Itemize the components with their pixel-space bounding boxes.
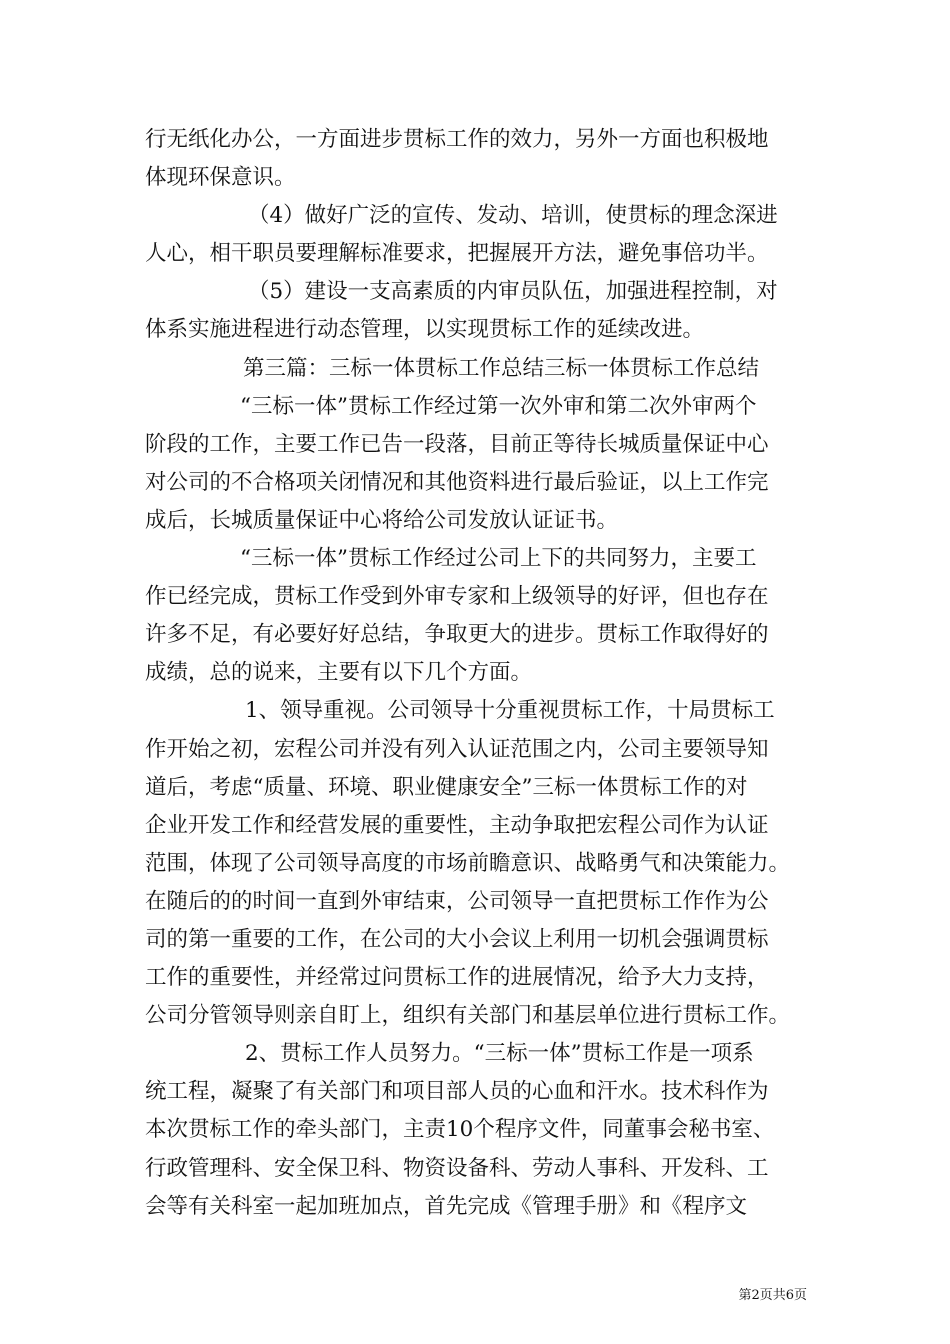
text-line: 作开始之初，宏程公司并没有列入认证范围之内，公司主要领导知 bbox=[145, 736, 769, 762]
text-line: 2、贯标工作人员努力。“三标一体”贯标工作是一项系 bbox=[245, 1041, 754, 1067]
text-line: 工作的重要性，并经常过问贯标工作的进展情况，给予大力支持， bbox=[145, 965, 769, 991]
text-line: 阶段的工作，主要工作已告一段落，目前正等待长城质量保证中心 bbox=[145, 431, 769, 457]
text-line: 道后，考虑“质量、环境、职业健康安全”三标一体贯标工作的对 bbox=[145, 774, 748, 800]
text-line: 本次贯标工作的牵头部门，主责10个程序文件，同董事会秘书室、 bbox=[145, 1117, 775, 1143]
text-line: （4）做好广泛的宣传、发动、培训，使贯标的理念深进 bbox=[248, 203, 778, 229]
document-body bbox=[145, 121, 807, 1226]
text-line: 人心，相干职员要理解标准要求，把握展开方法，避免事倍功半。 bbox=[145, 241, 769, 267]
text-line: 行无纸化办公，一方面进步贯标工作的效力，另外一方面也积极地 bbox=[145, 127, 769, 152]
text-line: 对公司的不合格项关闭情况和其他资料进行最后验证，以上工作完 bbox=[145, 469, 769, 495]
text-line: 作已经完成，贯标工作受到外审专家和上级领导的好评，但也存在 bbox=[145, 584, 769, 610]
text-line: （5）建设一支高素质的内审员队伍，加强进程控制，对 bbox=[248, 279, 778, 305]
section-title: 第三篇：三标一体贯标工作总结三标一体贯标工作总结 bbox=[243, 355, 760, 381]
text-line: 成后，长城质量保证中心将给公司发放认证证书。 bbox=[145, 507, 619, 533]
text-line: 1、领导重视。公司领导十分重视贯标工作，十局贯标工 bbox=[245, 698, 775, 724]
text-line: 体系实施进程进行动态管理，以实现贯标工作的延续改进。 bbox=[145, 317, 705, 343]
text-line: 许多不足，有必要好好总结，争取更大的进步。贯标工作取得好的 bbox=[145, 622, 769, 648]
text-line: 司的第一重要的工作，在公司的大小会议上利用一切机会强调贯标 bbox=[145, 926, 769, 952]
text-line: 行政管理科、安全保卫科、物资设备科、劳动人事科、开发科、工 bbox=[145, 1155, 769, 1181]
text-line: “三标一体”贯标工作经过第一次外审和第二次外审两个 bbox=[240, 393, 757, 419]
text-line: 体现环保意识。 bbox=[145, 165, 296, 191]
text-line: 公司分管领导则亲自盯上，组织有关部门和基层单位进行贯标工作。 bbox=[145, 1003, 791, 1029]
text-line: 范围，体现了公司领导高度的市场前瞻意识、战略勇气和决策能力。 bbox=[145, 850, 791, 876]
text-line: “三标一体”贯标工作经过公司上下的共同努力，主要工 bbox=[240, 546, 757, 572]
page-number-footer: 第2页共6页 bbox=[738, 1288, 807, 1303]
text-line: 统工程，凝聚了有关部门和项目部人员的心血和汗水。技术科作为 bbox=[145, 1079, 769, 1105]
text-line: 成绩，总的说来，主要有以下几个方面。 bbox=[145, 660, 533, 686]
text-line: 在随后的的时间一直到外审结束，公司领导一直把贯标工作作为公 bbox=[145, 888, 769, 914]
text-line: 企业开发工作和经营发展的重要性，主动争取把宏程公司作为认证 bbox=[145, 812, 769, 838]
text-line: 会等有关科室一起加班加点，首先完成《管理手册》和《程序文 bbox=[145, 1193, 748, 1219]
